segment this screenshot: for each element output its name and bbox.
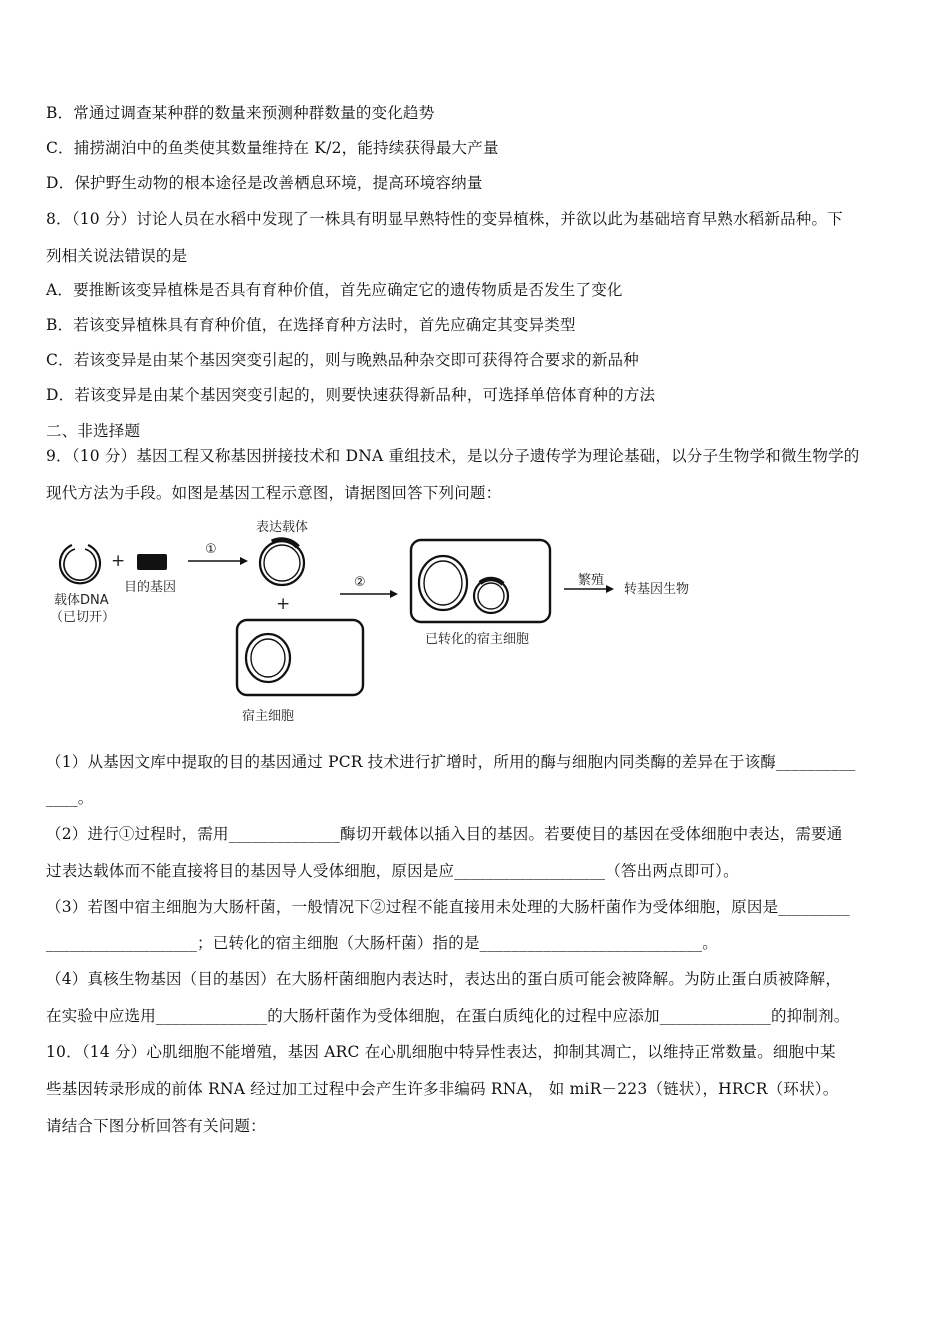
question-9-4-line-2: 在实验中应选用______________的大肠杆菌作为受体细胞，在蛋白质纯化的过程中应添加______________的抑制剂。 [46, 1007, 850, 1025]
step-2-label: ② [354, 575, 366, 590]
target-gene-label: 目的基因 [124, 580, 177, 595]
arrow-right-icon [240, 557, 248, 565]
question-9-3-line-2: ___________________；已转化的宿主细胞（大肠杆菌）指的是____________________________。 [46, 934, 718, 952]
option-8b: B．若该变异植株具有育种价值，在选择育种方法时，首先应确定其变异类型 [46, 316, 576, 334]
step-1-label: ① [205, 542, 217, 557]
transformed-host-cell-label: 已转化的宿主细胞 [425, 632, 530, 647]
host-cell-label: 宿主细胞 [241, 709, 295, 724]
question-9-line-2: 现代方法为手段。如图是基因工程示意图，请据图回答下列问题： [46, 484, 502, 502]
question-9-1-line-2: ____。 [46, 789, 94, 807]
gene-engineering-diagram [40, 505, 720, 730]
transgenic-organism-label: 转基因生物 [624, 582, 690, 597]
question-9-2-line-2: 过表达载体而不能直接将目的基因导人受体细胞，原因是应___________________（答出两点即可）。 [46, 862, 739, 880]
option-8d: D．若该变异是由某个基因突变引起的，则要快速获得新品种，可选择单倍体育种的方法 [46, 386, 656, 404]
carrier-dna-label: 载体DNA [54, 593, 109, 608]
reproduce-label: 繁殖 [578, 573, 605, 588]
expression-vector-icon [260, 540, 304, 585]
carrier-dna-icon [60, 545, 100, 583]
plus-sign-2: + [276, 594, 291, 614]
question-10-line-2: 些基因转录形成的前体 RNA 经过加工过程中会产生许多非编码 RNA， 如 miR－223（链状），HRCR（环状）。 [46, 1080, 839, 1098]
plus-sign: + [111, 551, 126, 571]
question-8-line-2: 列相关说法错误的是 [46, 247, 188, 265]
expression-vector-label: 表达载体 [256, 520, 309, 535]
option-7d: D．保护野生动物的根本途径是改善栖息环境，提高环境容纳量 [46, 174, 483, 192]
question-9-4-line-1: （4）真核生物基因（目的基因）在大肠杆菌细胞内表达时，表达出的蛋白质可能会被降解。为防止蛋白质被降解， [46, 970, 842, 988]
plasmid-in-cell-icon [474, 579, 508, 613]
question-9-line-1: 9．（10 分）基因工程又称基因拼接技术和 DNA 重组技术，是以分子遗传学为理论基础，以分子生物学和微生物学的 [46, 447, 860, 465]
carrier-dna-sub-label: （已切开） [50, 610, 116, 625]
target-gene-icon [137, 554, 167, 570]
question-9-2-line-1: （2）进行①过程时，需用______________酶切开载体以插入目的基因。若要使目的基因在受体细胞中表达，需要通 [46, 825, 843, 843]
option-8a: A．要推断该变异植株是否具有育种价值，首先应确定它的遗传物质是否发生了变化 [46, 281, 623, 299]
host-cell-icon [237, 620, 363, 695]
question-10-line-3: 请结合下图分析回答有关问题： [46, 1117, 266, 1135]
option-8c: C．若该变异是由某个基因突变引起的，则与晚熟品种杂交即可获得符合要求的新品种 [46, 351, 639, 369]
arrow-right-icon-2 [390, 590, 398, 598]
question-9-1-line-1: （1）从基因文库中提取的目的基因通过 PCR 技术进行扩增时，所用的酶与细胞内同类酶的差异在于该酶__________ [46, 753, 856, 771]
option-7b: B．常通过调查某种群的数量来预测种群数量的变化趋势 [46, 104, 435, 122]
section-heading: 二、非选择题 [46, 422, 141, 440]
option-7c: C．捕捞湖泊中的鱼类使其数量维持在 K/2，能持续获得最大产量 [46, 139, 499, 157]
question-8-line-1: 8．（10 分）讨论人员在水稻中发现了一株具有明显早熟特性的变异植株，并欲以此为基础培育早熟水稻新品种。下 [46, 210, 843, 228]
arrow-right-icon-3 [606, 585, 614, 593]
question-9-3-line-1: （3）若图中宿主细胞为大肠杆菌，一般情况下②过程不能直接用未处理的大肠杆菌作为受体细胞，原因是_________ [46, 898, 850, 916]
question-10-line-1: 10．（14 分）心肌细胞不能增殖，基因 ARC 在心肌细胞中特异性表达，抑制其凋亡，以维持正常数量。细胞中某 [46, 1043, 836, 1061]
